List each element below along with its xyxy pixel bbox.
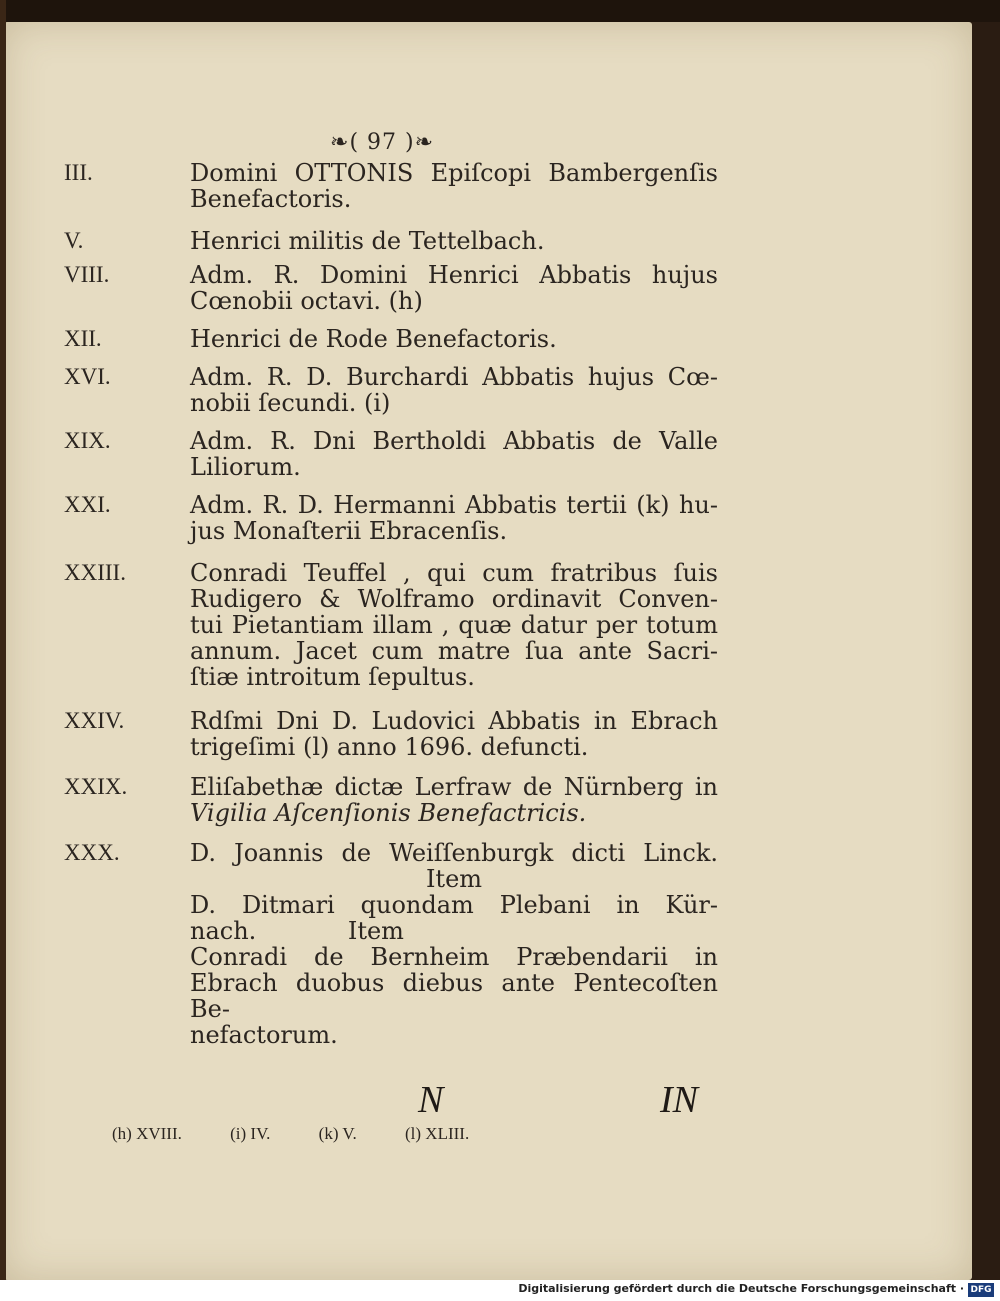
entry-line: Rudigero & Wolframo ordinavit Conven- [190, 585, 718, 613]
entry-line: Adm. R. D. Hermanni Abbatis tertii (k) hu- [190, 491, 718, 519]
scan-top-band [0, 0, 1000, 22]
entry-text [190, 492, 718, 544]
entry-line: Conradi Teuffel , qui cum fratribus ſuis [190, 559, 718, 587]
signature-mark: N [418, 1079, 444, 1121]
entry-line: Henrici militis de Tettelbach. [190, 227, 545, 255]
book-spine [0, 0, 6, 1280]
entry-line: D. Ditmari quondam Plebani in Kür- [190, 891, 718, 919]
entry-line: Adm. R. Dni Bertholdi Abbatis de Valle [190, 427, 718, 455]
entry-number: XVI. [64, 364, 111, 389]
entry-number: XII. [64, 326, 102, 351]
entry-line: Rdſmi Dni D. Ludovici Abbatis in Ebrach [190, 707, 718, 735]
entry-line: Vigilia Aſcenſionis Benefactricis. [190, 799, 587, 827]
entry-line: Benefactoris. [190, 185, 352, 213]
entry-line: Ebrach duobus diebus ante Pentecoſten Be- [190, 969, 718, 1023]
entry-text [190, 708, 718, 760]
entry-text [190, 840, 718, 1048]
entry-text [190, 560, 718, 690]
footnote-i: (i) IV. [230, 1124, 271, 1143]
entry-line: Adm. R. Domini Henrici Abbatis hujus [190, 261, 718, 289]
entry-line: Henrici de Rode Benefactoris. [190, 325, 557, 353]
entry-number: III. [64, 160, 93, 185]
entry-line: Liliorum. [190, 453, 301, 481]
entry-number: VIII. [64, 262, 110, 287]
dfg-logo: DFG [968, 1283, 994, 1297]
entry-number: XXIX. [64, 774, 128, 799]
entry-line: ſtiæ introitum ſepultus. [190, 663, 475, 691]
entry-number: XXI. [64, 492, 111, 517]
footnote-h: (h) XVIII. [112, 1124, 182, 1143]
entry-line: jus Monaſterii Ebracenſis. [190, 517, 508, 545]
entry-text [190, 428, 718, 480]
entry-line: nefactorum. [190, 1021, 338, 1049]
entry-line: nach. Item [190, 917, 404, 945]
page-number: ( 97 ) [349, 130, 415, 155]
entry-number: XXIV. [64, 708, 125, 733]
entry-number: XXX. [64, 840, 120, 865]
footnotes [112, 1124, 513, 1144]
entry-line: Adm. R. D. Burchardi Abbatis hujus Cœ- [190, 363, 718, 391]
entry-line: Cœnobii octavi. (h) [190, 287, 423, 315]
entry-line: Conradi de Bernheim Præbendarii in [190, 943, 718, 971]
entry-number: XXIII. [64, 560, 126, 585]
entry-line: Item [425, 865, 483, 893]
entry-line: tui Pietantiam illam , quæ datur per totum [190, 611, 718, 639]
entry-text [190, 774, 718, 826]
entry-line: Eliſabethæ dictæ Lerfraw de Nürnberg in [190, 773, 718, 801]
entry-number: XIX. [64, 428, 111, 453]
credit-text: Digitalisierung gefördert durch die Deutsche Forschungsgemeinschaft · [518, 1282, 964, 1295]
entry-line: trigeſimi (l) anno 1696. defuncti. [190, 733, 589, 761]
entry-text [190, 262, 718, 314]
entry-line: nobii ſecundi. (i) [190, 389, 391, 417]
footnote-l: (l) XLIII. [405, 1124, 470, 1143]
page-header: ❧( 97 )❧ [330, 130, 435, 155]
entry-text [190, 364, 718, 416]
footnote-k: (k) V. [318, 1124, 357, 1143]
entry-number: V. [64, 228, 84, 253]
entry-line: D. Joannis de Weiſſenburgk dicti Linck. [190, 839, 718, 867]
catchword: IN [660, 1079, 698, 1121]
entry-text [190, 160, 718, 212]
entry-text [190, 326, 718, 352]
entry-line: annum. Jacet cum matre ſua ante Sacri- [190, 637, 718, 665]
entry-text [190, 228, 718, 254]
entry-line: Domini OTTONIS Epiſcopi Bambergenſis [190, 159, 718, 187]
